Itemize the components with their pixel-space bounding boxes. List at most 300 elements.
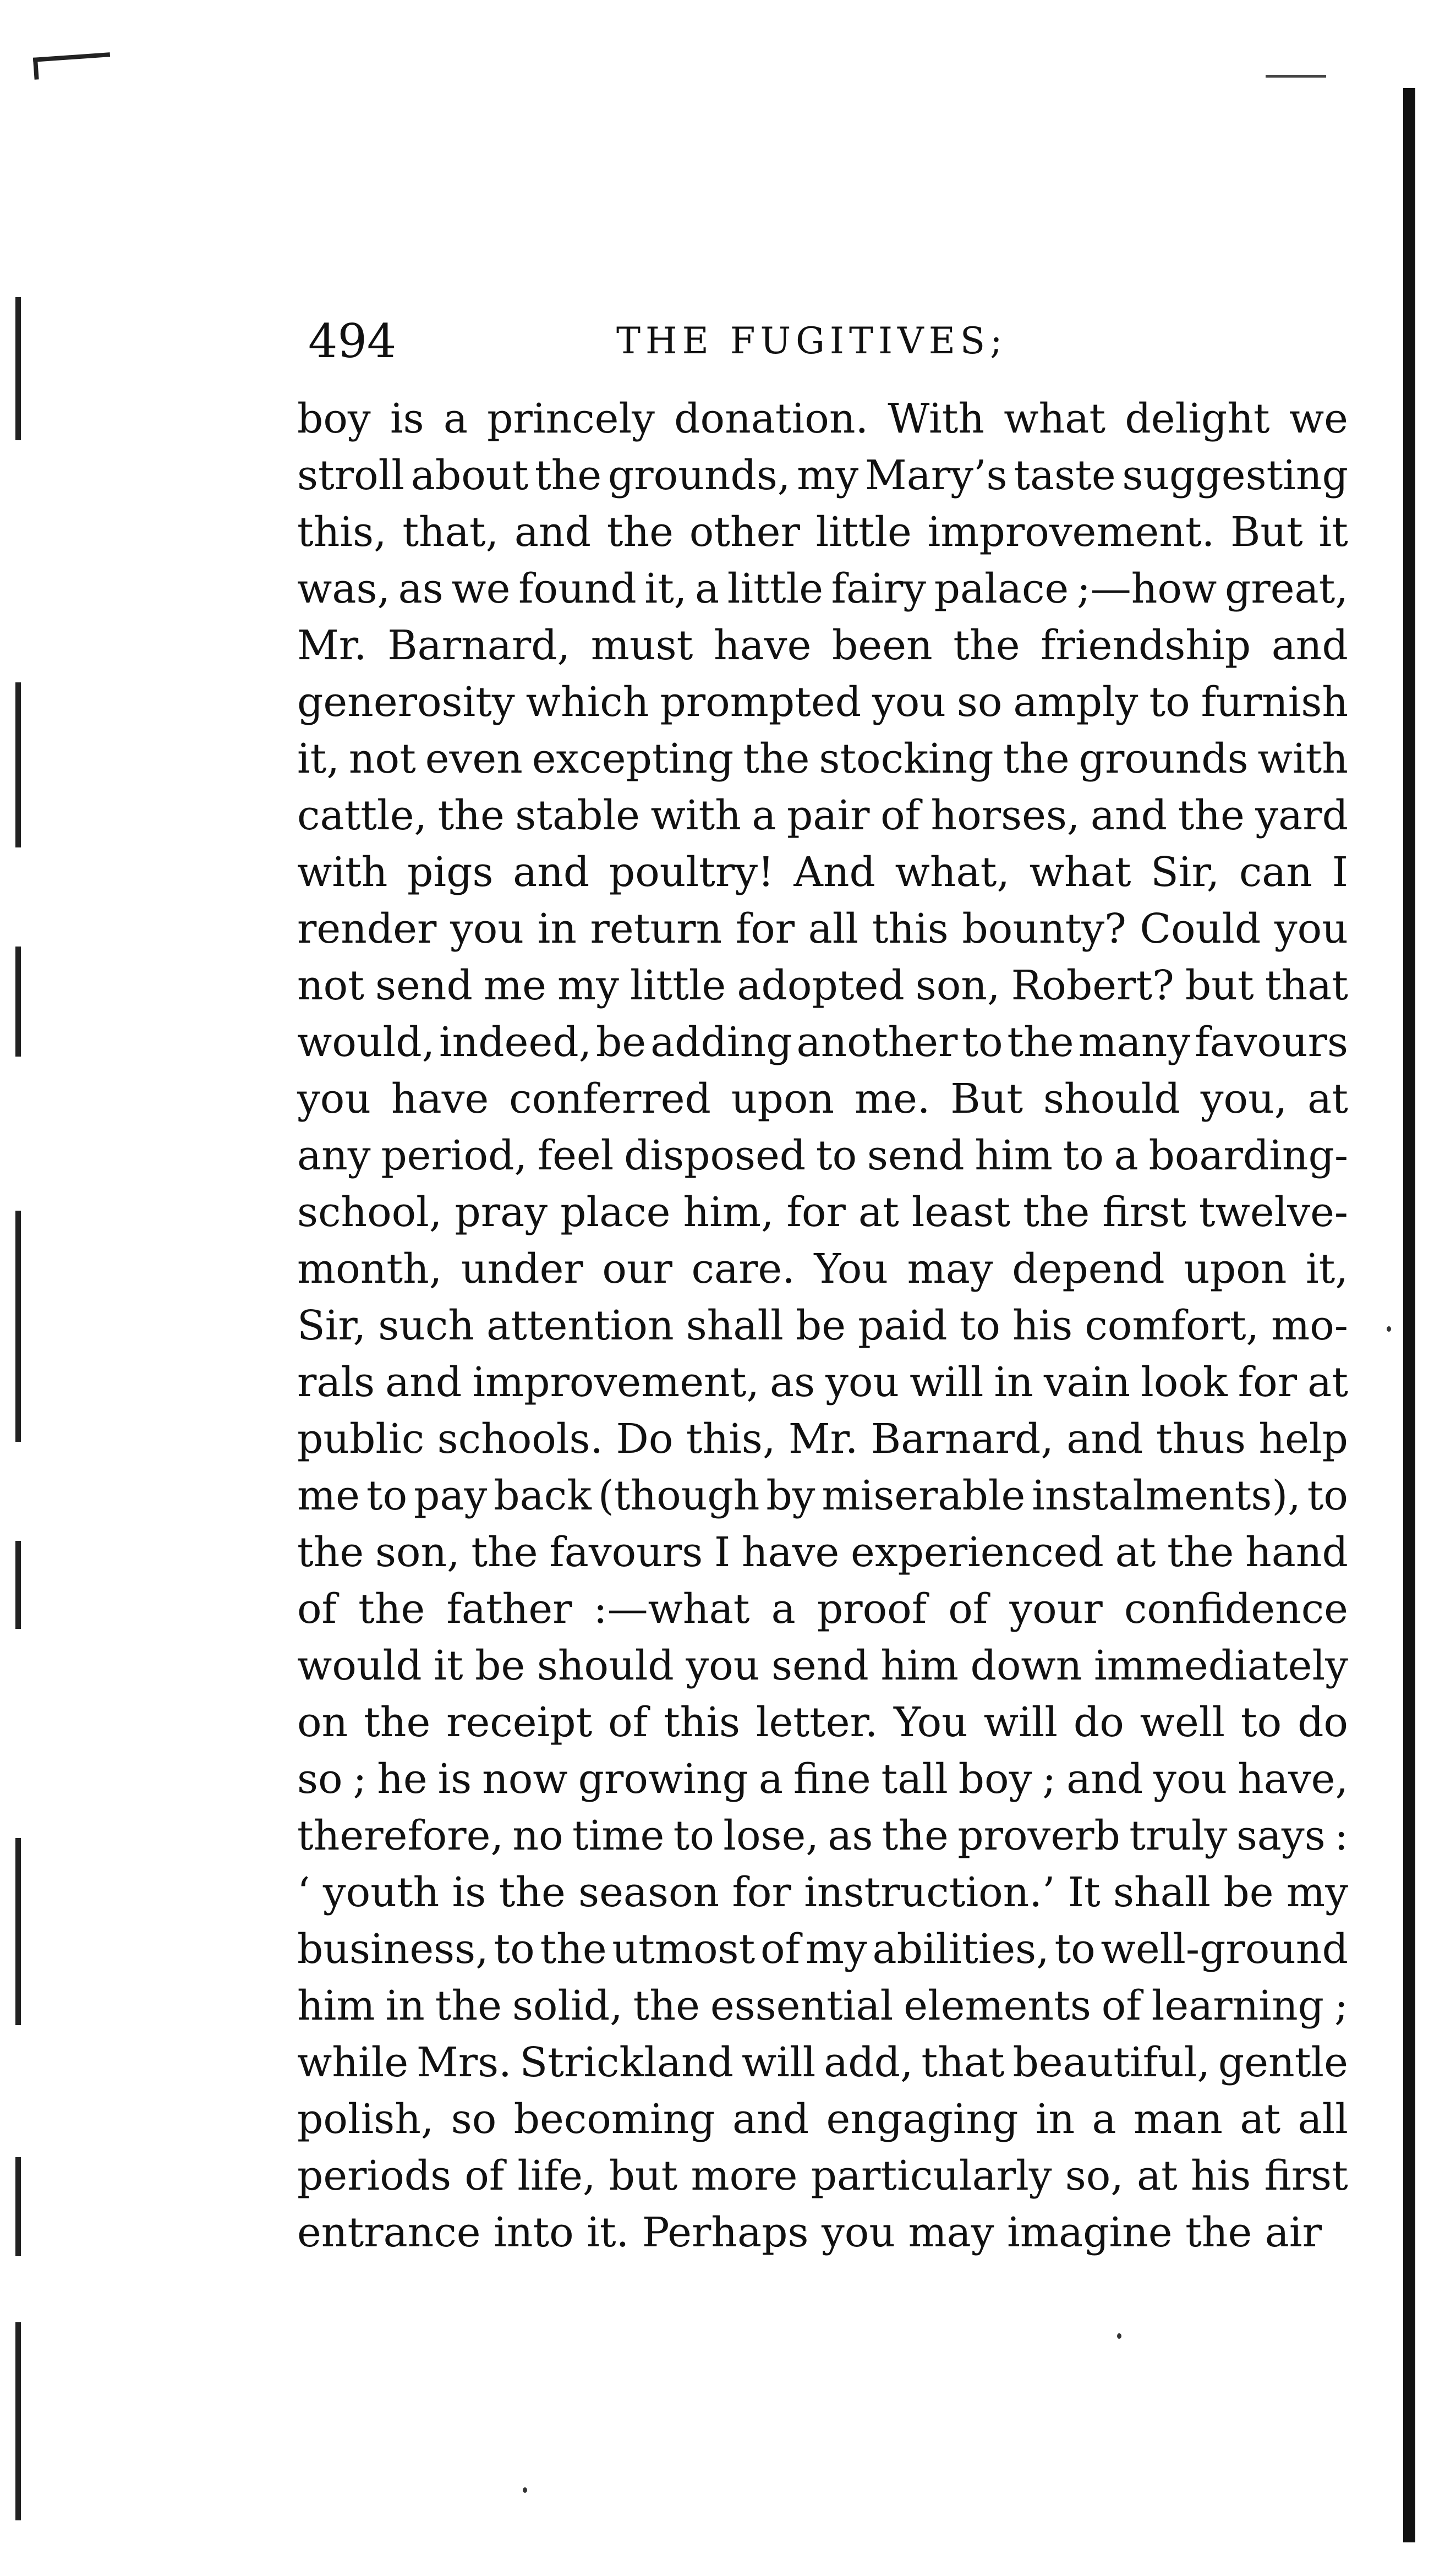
word: as xyxy=(769,1359,815,1406)
word: upon xyxy=(1184,1245,1287,1293)
word: will xyxy=(741,2039,816,2086)
word: so xyxy=(956,679,1003,726)
word: great, xyxy=(1224,565,1348,612)
word: ; xyxy=(1334,1982,1348,2030)
word: improvement, xyxy=(472,1359,759,1406)
text-line xyxy=(297,2091,1348,2148)
word: was, xyxy=(297,565,390,612)
word: experienced xyxy=(851,1529,1104,1576)
word: it xyxy=(1318,508,1348,556)
word: the xyxy=(1003,735,1070,783)
word: conferred xyxy=(509,1075,711,1123)
text-line xyxy=(297,2148,1348,2205)
text-line xyxy=(297,1354,1348,1411)
word: pray xyxy=(455,1189,548,1236)
word: boarding- xyxy=(1148,1132,1348,1179)
word: to xyxy=(366,1472,408,1519)
word: him xyxy=(880,1642,959,1689)
word: you xyxy=(1153,1755,1228,1803)
word: princely xyxy=(487,395,655,442)
word: And xyxy=(793,849,875,896)
word: first xyxy=(1264,2152,1348,2200)
word: school, xyxy=(297,1189,442,1236)
text-line xyxy=(297,1241,1348,1298)
word: to xyxy=(1307,1472,1348,1519)
text-line xyxy=(297,1468,1348,1524)
word: and xyxy=(1090,792,1168,839)
word: little xyxy=(727,565,824,612)
word: the xyxy=(534,452,602,499)
word: instruction.’ xyxy=(804,1869,1055,1916)
word: such xyxy=(378,1302,474,1349)
word: so xyxy=(451,2096,497,2143)
word: that xyxy=(921,2039,1005,2086)
word: But xyxy=(1230,508,1303,556)
word: this, xyxy=(686,1415,776,1463)
word: in xyxy=(994,1359,1033,1406)
word: do xyxy=(1073,1699,1124,1746)
word: me. xyxy=(854,1075,930,1123)
word: look xyxy=(1141,1359,1228,1406)
word: place xyxy=(560,1189,671,1236)
word: be xyxy=(596,1019,647,1066)
word: it, xyxy=(644,565,687,612)
word: as xyxy=(828,1812,873,1859)
word: time xyxy=(572,1812,665,1859)
word: at xyxy=(1115,1529,1156,1576)
word: solid, xyxy=(512,1982,623,2030)
gutter-mark xyxy=(15,1211,21,1442)
word: you xyxy=(450,905,524,953)
word: my xyxy=(1286,1869,1348,1916)
word: in xyxy=(1035,2096,1075,2143)
word: that xyxy=(1265,962,1348,1009)
word: at xyxy=(1307,1075,1348,1123)
word: the xyxy=(364,1699,431,1746)
word: grounds, xyxy=(607,452,791,499)
text-line xyxy=(297,901,1348,958)
body-text xyxy=(297,391,1348,2261)
word: may xyxy=(907,1245,993,1293)
word: send xyxy=(867,1132,965,1179)
word: many xyxy=(1078,1019,1191,1066)
word: I xyxy=(1332,849,1348,896)
gutter-mark xyxy=(15,2322,21,2520)
word: of xyxy=(880,792,921,839)
word: son, xyxy=(375,1529,460,1576)
text-line xyxy=(297,1071,1348,1128)
text-line xyxy=(297,1014,1348,1071)
word: been xyxy=(832,622,933,669)
text-line xyxy=(297,1298,1348,1354)
word: Barnard, xyxy=(871,1415,1054,1463)
gutter-mark xyxy=(15,947,21,1057)
word: fairy xyxy=(831,565,927,612)
word: youth xyxy=(322,1869,440,1916)
word: month, xyxy=(297,1245,442,1293)
word: this, xyxy=(297,508,387,556)
word: boy xyxy=(958,1755,1032,1803)
word: to xyxy=(1054,1925,1096,1973)
word: his xyxy=(1190,2152,1251,2200)
word: the xyxy=(435,1982,502,2030)
word: letter. xyxy=(756,1699,878,1746)
word: and xyxy=(1271,622,1348,669)
text-line xyxy=(297,844,1348,901)
word: him, xyxy=(683,1189,774,1236)
word: a xyxy=(758,1755,783,1803)
word: Do xyxy=(616,1415,674,1463)
word: pair xyxy=(787,792,870,839)
word: so xyxy=(297,1755,343,1803)
word: at xyxy=(1136,2152,1178,2200)
word: what xyxy=(1004,395,1106,442)
word: as xyxy=(398,565,444,612)
page-edge-rule xyxy=(1403,88,1415,2542)
running-head xyxy=(308,308,1354,374)
word: my xyxy=(797,452,859,499)
word: the xyxy=(297,1529,364,1576)
word: generosity xyxy=(297,679,515,726)
word: while xyxy=(297,2039,409,2086)
word: have xyxy=(391,1075,489,1123)
word: public xyxy=(297,1415,425,1463)
word: for xyxy=(735,905,795,953)
word: ;—how xyxy=(1076,565,1217,612)
word: and xyxy=(1066,1755,1143,1803)
word: to xyxy=(815,1132,857,1179)
word: the xyxy=(437,792,505,839)
word: abilities, xyxy=(872,1925,1049,1973)
word: to xyxy=(1240,1699,1282,1746)
word: hand xyxy=(1245,1529,1348,1576)
word: comfort, xyxy=(1085,1302,1260,1349)
word: delight xyxy=(1125,395,1270,442)
word: little xyxy=(630,962,726,1009)
text-line xyxy=(297,447,1348,504)
word: not xyxy=(297,962,364,1009)
word: of xyxy=(760,1925,800,1973)
word: to xyxy=(673,1812,714,1859)
word: a xyxy=(771,1585,796,1633)
word: for xyxy=(786,1189,846,1236)
word: favours xyxy=(1195,1019,1348,1066)
word: shall xyxy=(686,1302,784,1349)
word: the xyxy=(1167,1529,1234,1576)
text-line xyxy=(297,391,1348,447)
word: ; xyxy=(1042,1755,1057,1803)
word: feel xyxy=(537,1132,614,1179)
word: paid xyxy=(858,1302,948,1349)
word: stocking xyxy=(819,735,994,783)
text-line xyxy=(297,1524,1348,1581)
word: will xyxy=(983,1699,1058,1746)
word: taste xyxy=(1014,452,1116,499)
word: have xyxy=(741,1529,840,1576)
word: of xyxy=(1101,1982,1141,2030)
word: It xyxy=(1068,1869,1101,1916)
text-line xyxy=(297,731,1348,787)
word: essential xyxy=(710,1982,894,2030)
word: You xyxy=(814,1245,888,1293)
word: we xyxy=(451,565,511,612)
word: with xyxy=(650,792,741,839)
text-line xyxy=(297,1638,1348,1694)
word: but xyxy=(1185,962,1254,1009)
text-line xyxy=(297,1921,1348,1978)
word: Mr. xyxy=(788,1415,858,1463)
word: the xyxy=(540,1925,607,1973)
word: care. xyxy=(691,1245,795,1293)
word: upon xyxy=(731,1075,835,1123)
text-line xyxy=(297,504,1348,561)
word: ‘ xyxy=(297,1869,310,1916)
word: Mrs. xyxy=(416,2039,512,2086)
word: disposed xyxy=(624,1132,806,1179)
word: little xyxy=(815,508,912,556)
word: this xyxy=(663,1699,740,1746)
word: would, xyxy=(297,1019,435,1066)
word: so, xyxy=(1065,2152,1124,2200)
text-line xyxy=(297,1184,1348,1241)
word: miserable xyxy=(822,1472,1026,1519)
word: the xyxy=(1178,792,1245,839)
word: any xyxy=(297,1132,371,1179)
word: business, xyxy=(297,1925,489,1973)
word: season xyxy=(578,1869,720,1916)
word: gentle xyxy=(1218,2039,1348,2086)
word: becoming xyxy=(513,2096,715,2143)
word: says xyxy=(1236,1812,1326,1859)
word: tall xyxy=(881,1755,948,1803)
word: furnish xyxy=(1201,679,1348,726)
page-number: 494 xyxy=(308,314,397,368)
word: stroll xyxy=(297,452,404,499)
text-line xyxy=(297,1751,1348,1808)
word: more xyxy=(691,2152,798,2200)
word: will xyxy=(910,1359,984,1406)
word: it xyxy=(434,1642,463,1689)
word: the xyxy=(499,1869,566,1916)
word: periods xyxy=(297,2152,452,2200)
word: is xyxy=(452,1869,486,1916)
word: Robert? xyxy=(1011,962,1174,1009)
binding-gutter xyxy=(10,231,32,2531)
word: is xyxy=(390,395,424,442)
word: that, xyxy=(402,508,499,556)
text-line xyxy=(297,1978,1348,2034)
word: mo- xyxy=(1271,1302,1348,1349)
word: send xyxy=(375,962,473,1009)
word: receipt xyxy=(446,1699,593,1746)
word: donation. xyxy=(674,395,869,442)
word: help xyxy=(1258,1415,1348,1463)
word: particularly xyxy=(811,2152,1052,2200)
word: all xyxy=(1298,2096,1348,2143)
word: adopted xyxy=(737,962,905,1009)
scan-top-dash xyxy=(1266,75,1326,78)
scan-speck xyxy=(1387,1326,1391,1332)
word: and xyxy=(1066,1415,1143,1463)
word: by xyxy=(766,1472,815,1519)
word: son, xyxy=(915,962,1000,1009)
word: him xyxy=(975,1132,1053,1179)
word: him xyxy=(297,1982,375,2030)
word: of xyxy=(464,2152,505,2200)
word: to xyxy=(962,1019,1003,1066)
word: be xyxy=(475,1642,526,1689)
scan-speck xyxy=(523,2487,527,2493)
word: pigs xyxy=(407,849,494,896)
word: first xyxy=(1102,1189,1186,1236)
word: elements xyxy=(904,1982,1091,2030)
word: with xyxy=(1257,735,1348,783)
gutter-mark xyxy=(15,1838,21,2025)
word: the xyxy=(471,1529,538,1576)
word: my xyxy=(805,1925,867,1973)
word: with xyxy=(297,849,388,896)
word: :—what xyxy=(593,1585,750,1633)
text-line xyxy=(297,787,1348,844)
word: well xyxy=(1140,1699,1225,1746)
word: the xyxy=(953,622,1020,669)
word: must xyxy=(590,622,693,669)
word: excepting xyxy=(532,735,734,783)
word: you xyxy=(297,1075,371,1123)
word: Strickland xyxy=(519,2039,734,2086)
word: at xyxy=(1307,1359,1348,1406)
word: to xyxy=(494,1925,535,1973)
word: : xyxy=(1334,1812,1348,1859)
word: be xyxy=(1223,1869,1274,1916)
word: can xyxy=(1239,849,1313,896)
word: found xyxy=(518,565,637,612)
word: immediately xyxy=(1093,1642,1348,1689)
word: adding xyxy=(650,1019,792,1066)
word: a xyxy=(752,792,776,839)
scan-corner-mark xyxy=(33,52,110,62)
word: amply xyxy=(1013,679,1138,726)
word: the xyxy=(606,508,674,556)
word: and xyxy=(514,508,591,556)
word: man xyxy=(1134,2096,1223,2143)
word: other xyxy=(689,508,800,556)
word: prompted xyxy=(660,679,862,726)
word: of xyxy=(948,1585,988,1633)
word: cattle, xyxy=(297,792,428,839)
word: all xyxy=(808,905,859,953)
word: in xyxy=(385,1982,425,2030)
word: the xyxy=(358,1585,425,1633)
word: and xyxy=(513,849,590,896)
word: instalments), xyxy=(1032,1472,1301,1519)
word: (though xyxy=(598,1472,760,1519)
word: pay xyxy=(414,1472,488,1519)
text-line xyxy=(297,1411,1348,1468)
word: rals xyxy=(297,1359,375,1406)
word: should xyxy=(537,1642,674,1689)
word: life, xyxy=(517,2152,596,2200)
word: be xyxy=(795,1302,846,1349)
word: do xyxy=(1298,1699,1348,1746)
word: period, xyxy=(381,1132,527,1179)
word: growing xyxy=(578,1755,748,1803)
text-line xyxy=(297,1128,1348,1184)
word: yard xyxy=(1255,792,1348,839)
word: what, xyxy=(895,849,1010,896)
text-line xyxy=(297,1581,1348,1638)
word: lose, xyxy=(723,1812,819,1859)
running-title: THE FUGITIVES; xyxy=(616,320,1008,362)
word: even xyxy=(425,735,523,783)
word: for xyxy=(732,1869,791,1916)
text-line xyxy=(297,674,1348,731)
word: well-ground xyxy=(1101,1925,1348,1973)
word: not xyxy=(348,735,416,783)
word: With xyxy=(888,395,985,442)
word: vain xyxy=(1043,1359,1131,1406)
word: my xyxy=(557,962,619,1009)
word: But xyxy=(950,1075,1023,1123)
word: palace xyxy=(934,565,1069,612)
word: he xyxy=(377,1755,428,1803)
word: depend xyxy=(1012,1245,1165,1293)
word: we xyxy=(1289,395,1348,442)
word: utmost xyxy=(612,1925,756,1973)
word: have, xyxy=(1238,1755,1348,1803)
word: another xyxy=(796,1019,958,1066)
word: add, xyxy=(824,2039,913,2086)
word: you, xyxy=(1200,1075,1288,1123)
word: shall xyxy=(1113,1869,1211,1916)
word: a xyxy=(694,565,720,612)
word: Could xyxy=(1140,905,1261,953)
word: it, xyxy=(297,735,340,783)
word: at xyxy=(1240,2096,1281,2143)
word: Barnard, xyxy=(387,622,571,669)
word: it, xyxy=(1306,1245,1348,1293)
word: render xyxy=(297,905,437,953)
word: no xyxy=(512,1812,563,1859)
word: Mr. xyxy=(297,622,367,669)
word: beautiful, xyxy=(1012,2039,1211,2086)
word: and xyxy=(732,2096,809,2143)
word: twelve- xyxy=(1198,1189,1348,1236)
word: your xyxy=(1009,1585,1103,1633)
word: about xyxy=(410,452,529,499)
word: of xyxy=(297,1585,337,1633)
word: favours xyxy=(549,1529,703,1576)
word: schools. xyxy=(437,1415,604,1463)
gutter-mark xyxy=(15,1541,21,1629)
word: You xyxy=(894,1699,968,1746)
word: friendship xyxy=(1041,622,1251,669)
word: what xyxy=(1029,849,1131,896)
word: on xyxy=(297,1699,348,1746)
word: therefore, xyxy=(297,1812,503,1859)
gutter-mark xyxy=(15,682,21,847)
word: for xyxy=(1238,1359,1298,1406)
word: improvement. xyxy=(927,508,1215,556)
word: Mary’s xyxy=(864,452,1008,499)
word: engaging xyxy=(826,2096,1019,2143)
word: indeed, xyxy=(439,1019,592,1066)
gutter-mark xyxy=(15,297,21,440)
word: horses, xyxy=(930,792,1080,839)
word: and xyxy=(385,1359,462,1406)
text-line xyxy=(297,561,1348,617)
word: suggesting xyxy=(1122,452,1348,499)
